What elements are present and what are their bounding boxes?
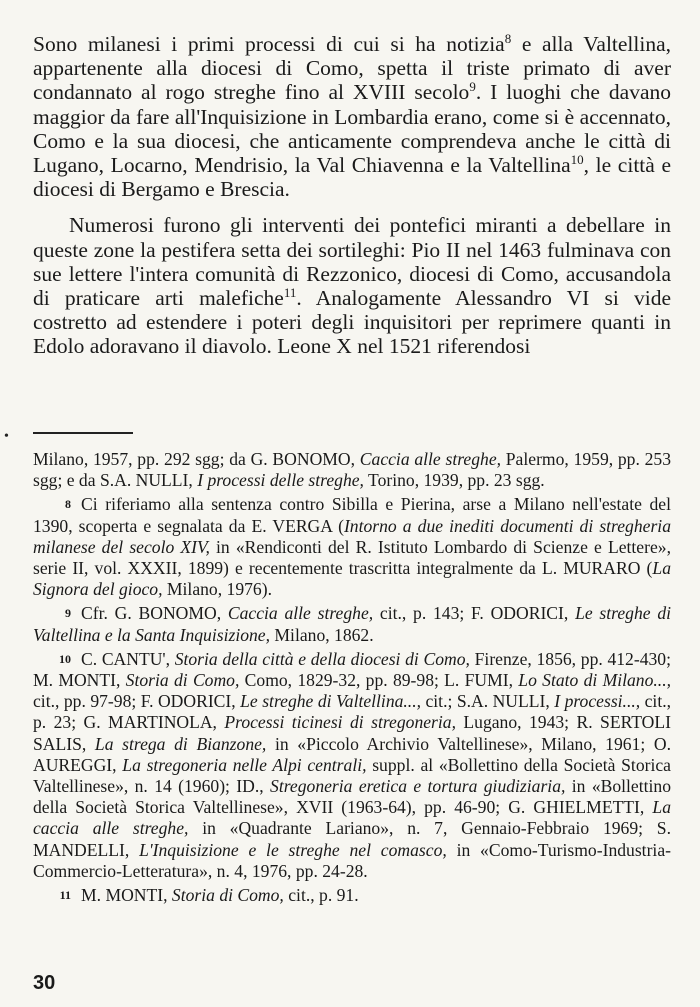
text-span: cit., p. 143; F. ODORICI, [373,603,576,624]
title-italic: I processi..., [554,691,641,712]
footnote-ref-11[interactable]: 11 [283,284,297,300]
footnote-continuation [33,449,671,491]
text-span: Ci riferiamo alla sentenza contro Sibilla e Pierina, arse a Milano nell'estate del 1390, scoperta e segnalata da E. VERGA ( [33,494,671,536]
title-italic: Storia della città e della diocesi di Como, [174,648,470,669]
text-span: Milano, 1957, pp. 292 sgg; da G. BONOMO, [33,449,360,469]
text-span: e alla Valtellina, appartenente alla diocesi di Como, spetta il triste primato di aver condannato al rogo streghe fino al XVIII secolo [33,32,672,105]
footnote-ref-8[interactable]: 8 [504,30,512,46]
text-span: Como, 1829-32, pp. 89-98; L. FUMI, [239,670,519,691]
footnote-number: 10 [59,651,71,666]
page-number: 30 [33,972,56,994]
footnote-9 [33,603,671,645]
footnotes [33,449,671,909]
title-italic: Caccia alle streghe, [359,449,502,469]
title-italic: Storia di Como, [171,885,284,906]
title-italic: Intorno a due inediti documenti di stregheria milanese del secolo XIV, [33,515,671,557]
paragraph-2 [33,213,671,358]
footnote-ref-10[interactable]: 10 [570,151,584,167]
text-span: Sono milanesi i primi processi di cui si ha notizia [33,32,505,56]
text-span: cit.; S.A. NULLI, [421,691,555,712]
text-span: Milano, 1862. [270,624,374,645]
footnote-8 [33,494,671,600]
title-italic: La strega di Bianzone, [94,733,267,754]
title-italic: Storia di Como, [125,670,240,691]
title-italic: La stregoneria nelle Alpi centrali, [122,754,367,775]
text-span: M. MONTI, [81,885,172,906]
title-italic: Processi ticinesi di stregoneria, [224,712,456,733]
text-span: in «Piccolo Archivio Valtellinese», Milano, 1961; O. AUREGGI, [33,733,671,775]
text-span: Firenze, 1856, pp. 412-430; M. MONTI, [33,648,671,691]
text-span: Cfr. G. BONOMO, [81,603,228,624]
text-span: . Analogamente Alessandro VI si vide costretto ad estendere i poteri degli inquisitori per reprimere quanti in Edolo adoravano il diavolo. Leone X nel 1521 riferendosi [33,286,671,359]
text-span: Lugano, 1943; R. SERTOLI SALIS, [33,712,671,754]
text-span: Milano, 1976). [162,579,272,600]
footnote-number: 9 [65,606,71,621]
title-italic: L'Inquisizione e le streghe nel comasco, [139,839,447,860]
text-span: in «Quadrante Lariano», n. 7, Gennaio-Febbraio 1969; S. MANDELLI, [33,818,671,860]
title-italic: Stregoneria eretica e tortura giudiziaria, [270,776,566,797]
text-span: Palermo, 1959, pp. 253 sgg; e da S.A. NULLI, [33,449,672,491]
text-span: in «Como-Turismo-Industria-Commercio-Letteratura», n. 4, 1976, pp. 24-28. [33,839,671,881]
paragraph-1 [33,32,671,201]
text-span: cit., pp. 97-98; F. ODORICI, [33,691,241,712]
footnote-number: 8 [65,497,71,512]
title-italic: La Signora del gioco, [33,558,671,600]
margin-mark: • [4,429,9,444]
text-span: . I luoghi che davano maggior da fare all'Inquisizione in Lombardia erano, come si è accennato, Como e la sua diocesi, che anticamente comprendeva anche le città di Lugano, Locarno, Mendrisio, la Val Chiavenna e la Valtellina [33,80,671,178]
text-span: Torino, 1939, pp. 23 sgg. [363,470,545,491]
footnote-11 [33,885,671,906]
text-span: , le città e diocesi di Bergamo e Brescia. [33,153,671,202]
text-span: Numerosi furono gli interventi dei pontefici miranti a debellare in queste zone la pestifera setta dei sortileghi: Pio II nel 1463 fulminava con sue lettere l'intera comunità di Rezzonico, diocesi di Como, accusandola di praticare arti malefiche [33,213,671,311]
text-span: cit., p. 91. [283,885,359,906]
title-italic: Caccia alle streghe, [227,603,374,624]
title-italic: La caccia alle streghe, [33,797,671,839]
title-italic: Le streghe di Valtellina..., [240,691,422,712]
footnote-10 [33,649,671,882]
title-italic: Le streghe di Valtellina e la Santa Inquisizione, [33,603,672,645]
main-text [33,32,671,359]
text-span: in «Rendiconti del R. Istituto Lombardo di Scienze e Lettere», serie II, vol. XXXII, 1899) e recentemente trascritta integralmente da L. MURARO ( [33,536,671,579]
footnote-separator [33,432,133,434]
footnote-number: 11 [59,888,71,903]
text-span: cit., p. 23; G. MARTINOLA, [33,691,672,733]
footnote-ref-9[interactable]: 9 [469,79,476,95]
title-italic: I processi delle streghe, [197,470,364,491]
text-span: suppl. al «Bollettino della Società Storica Valtellinese», n. 14 (1960); ID., [33,754,671,797]
text-span: C. CANTU', [81,648,175,669]
title-italic: Lo Stato di Milano..., [518,670,671,691]
text-span: in «Bollettino della Società Storica Valtellinese», XVII (1963-64), pp. 46-90; G. GHIELMETTI, [33,776,671,818]
